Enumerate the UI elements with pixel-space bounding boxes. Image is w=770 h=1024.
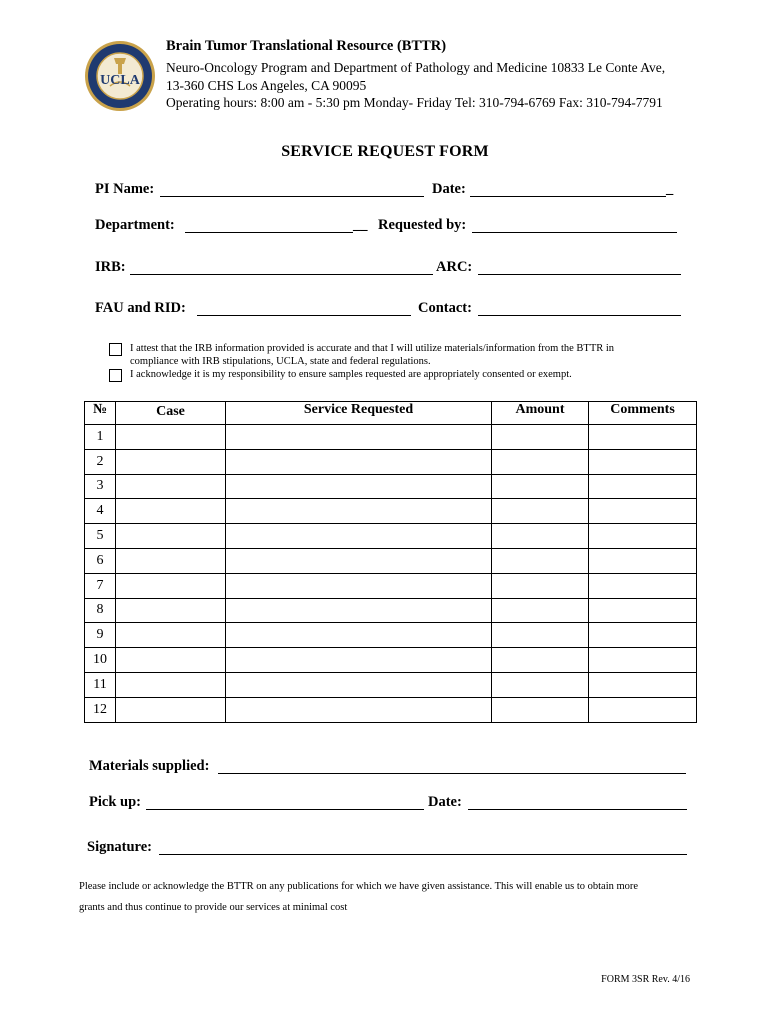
table-row [85,598,697,623]
irb-attestation-text-2: compliance with IRB stipulations, UCLA, state and federal regulations. [130,356,431,367]
form-title: SERVICE REQUEST FORM [281,143,489,160]
table-row [85,573,697,598]
case-cell[interactable] [116,672,226,697]
row-number: 12 [85,697,116,722]
amount-cell[interactable] [492,425,589,450]
comments-cell[interactable] [589,548,697,573]
comments-cell[interactable] [589,672,697,697]
row-number: 2 [85,449,116,474]
irb-label: IRB: [95,259,126,275]
row-number: 7 [85,573,116,598]
date-label: Date: [432,181,466,197]
table-row [85,499,697,524]
row-number: 11 [85,672,116,697]
date-field[interactable] [470,196,666,197]
hours-line: Operating hours: 8:00 am - 5:30 pm Monday- Friday Tel: 310-794-6769 Fax: 310-794-7791 [166,95,663,110]
ucla-seal-logo [84,40,156,112]
fau-rid-label: FAU and RID: [95,300,186,316]
row-number: 3 [85,474,116,499]
amount-cell[interactable] [492,573,589,598]
table-row [85,548,697,573]
consent-acknowledge-checkbox[interactable] [109,369,122,382]
amount-cell[interactable] [492,598,589,623]
fau-rid-field[interactable] [197,315,411,316]
consent-acknowledge-text: I acknowledge it is my responsibility to ensure samples requested are appropriately consented or exempt. [130,369,572,380]
case-cell[interactable] [116,474,226,499]
pickup-label: Pick up: [89,794,141,810]
requested-by-field[interactable] [472,232,677,233]
pickup-date-label: Date: [428,794,462,810]
table-row [85,672,697,697]
acknowledgement-note-2: grants and thus continue to provide our services at minimal cost [79,902,348,913]
case-cell[interactable] [116,524,226,549]
address-line-2: 13-360 CHS Los Angeles, CA 90095 [166,78,367,93]
service-cell[interactable] [226,598,492,623]
service-cell[interactable] [226,524,492,549]
comments-cell[interactable] [589,573,697,598]
service-cell[interactable] [226,499,492,524]
amount-cell[interactable] [492,474,589,499]
service-cell[interactable] [226,672,492,697]
service-cell[interactable] [226,648,492,673]
service-cell[interactable] [226,548,492,573]
amount-cell[interactable] [492,648,589,673]
table-row [85,623,697,648]
amount-cell[interactable] [492,697,589,722]
service-cell[interactable] [226,425,492,450]
irb-field[interactable] [130,274,433,275]
table-row [85,474,697,499]
case-cell[interactable] [116,449,226,474]
pickup-field[interactable] [146,809,424,810]
organization-title: Brain Tumor Translational Resource (BTTR) [166,38,447,54]
comments-cell[interactable] [589,598,697,623]
address-line-1: Neuro-Oncology Program and Department of Pathology and Medicine 10833 Le Conte Ave, [166,60,666,75]
table-row [85,425,697,450]
case-cell[interactable] [116,648,226,673]
case-cell[interactable] [116,697,226,722]
form-number: FORM 3SR Rev. 4/16 [601,974,690,985]
col-number-header: № [85,402,116,425]
comments-cell[interactable] [589,499,697,524]
date-trail: _ [666,181,674,197]
case-cell[interactable] [116,548,226,573]
col-comments-header: Comments [589,402,697,425]
signature-field[interactable] [159,854,687,855]
comments-cell[interactable] [589,697,697,722]
requested-by-label: Requested by: [378,217,467,233]
materials-supplied-label: Materials supplied: [89,758,210,774]
department-label: Department: [95,217,175,233]
contact-field[interactable] [478,315,681,316]
table-row [85,449,697,474]
irb-attestation-text-1: I attest that the IRB information provided is accurate and that I will utilize materials/information from the BTTR in [130,343,615,354]
table-row [85,697,697,722]
seal-text: UCLA [100,73,140,88]
row-number: 4 [85,499,116,524]
comments-cell[interactable] [589,524,697,549]
table-row [85,648,697,673]
amount-cell[interactable] [492,449,589,474]
row-number: 10 [85,648,116,673]
comments-cell[interactable] [589,623,697,648]
col-service-header: Service Requested [226,402,492,425]
comments-cell[interactable] [589,474,697,499]
amount-cell[interactable] [492,623,589,648]
table-row [85,524,697,549]
service-cell[interactable] [226,623,492,648]
row-number: 5 [85,524,116,549]
pickup-date-field[interactable] [468,809,687,810]
pi-name-field[interactable] [160,196,424,197]
amount-cell[interactable] [492,548,589,573]
case-cell[interactable] [116,623,226,648]
amount-cell[interactable] [492,672,589,697]
row-number: 6 [85,548,116,573]
signature-label: Signature: [87,839,152,855]
materials-supplied-field[interactable] [218,773,686,774]
service-request-table [84,401,697,723]
service-cell[interactable] [226,697,492,722]
amount-cell[interactable] [492,499,589,524]
row-number: 9 [85,623,116,648]
col-amount-header: Amount [492,402,589,425]
comments-cell[interactable] [589,449,697,474]
pi-name-label: PI Name: [95,181,155,197]
table-header-row [85,402,697,425]
department-trail: __ [353,217,368,233]
row-number: 8 [85,598,116,623]
service-cell[interactable] [226,474,492,499]
case-cell[interactable] [116,499,226,524]
service-cell[interactable] [226,449,492,474]
col-case-header: Case [116,402,226,425]
case-cell[interactable] [116,573,226,598]
service-cell[interactable] [226,573,492,598]
comments-cell[interactable] [589,425,697,450]
department-field[interactable] [185,232,353,233]
acknowledgement-note-1: Please include or acknowledge the BTTR on any publications for which we have given assistance. This will enable us to obtain more [79,881,639,892]
amount-cell[interactable] [492,524,589,549]
row-number: 1 [85,425,116,450]
arc-field[interactable] [478,274,681,275]
irb-attestation-checkbox[interactable] [109,343,122,356]
case-cell[interactable] [116,598,226,623]
case-cell[interactable] [116,425,226,450]
comments-cell[interactable] [589,648,697,673]
arc-label: ARC: [436,259,473,275]
contact-label: Contact: [418,300,472,316]
